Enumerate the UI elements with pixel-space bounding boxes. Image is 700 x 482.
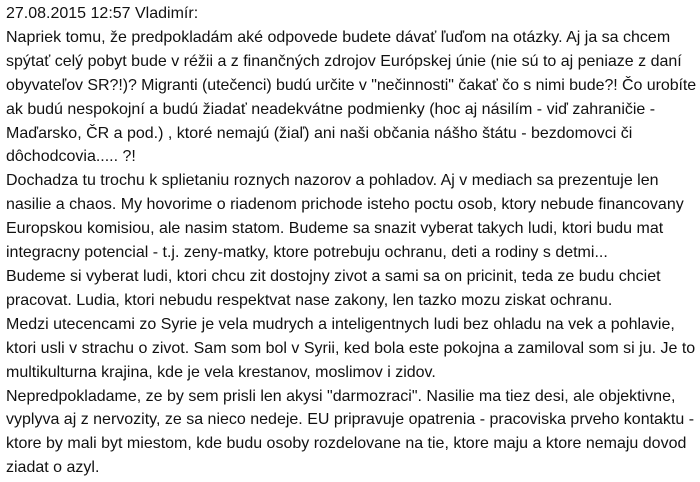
text-line: Dochadza tu trochu k splietaniu roznych nazorov a pohladov. Aj v mediach sa prezentuje len bbox=[6, 172, 659, 190]
text-line: ak budú nespokojní a budú žiadať neadekvátne podmienky (hoc aj násilím - viď zahraničie - bbox=[6, 100, 656, 118]
text-line: integracny potencial - t.j. zeny-matky, ktore potrebuju ochranu, deti a rodiny s detmi... bbox=[6, 244, 608, 262]
text-line: Maďarsko, ČR a pod.) , ktoré nemajú (žiaľ) ani naši občania nášho štátu - bezdomovci či bbox=[6, 124, 633, 142]
text-line: Europskou komisiou, ale nasim statom. Budeme sa snazit vyberat takych ludi, ktori budu mat bbox=[6, 220, 664, 238]
post-header bbox=[6, 2, 696, 26]
post-date-author: 27.08.2015 12:57 Vladimír: bbox=[6, 5, 199, 22]
text-line: dôchodcovia..... ?! bbox=[6, 148, 136, 166]
text-line: vyplyva aj z nervozity, ze sa nieco nedeje. EU pripravuje opatrenia - pracoviska prveho kontaktu - bbox=[6, 411, 695, 429]
text-line: Napriek tomu, že predpokladám aké odpovede budete dávať ľuďom na otázky. Aj ja sa chcem bbox=[6, 28, 671, 46]
text-line: pracovat. Ludia, ktori nebudu respektvat nase zakony, len tazko mozu ziskat ochranu. bbox=[6, 291, 613, 309]
text-line: obyvateľov SR?!)? Migranti (utečenci) budú určite v "nečinnosti" čakať čo s nimi bude?! Čo urobíte bbox=[6, 76, 697, 94]
text-line: spýtať celý pobyt bude v réžii a z finančných zdrojov Európskej únie (nie sú to aj peniaze z daní bbox=[6, 52, 682, 70]
text-line: nasilie a chaos. My hovorime o riadenom prichode isteho poctu osob, ktory nebude financovany bbox=[6, 196, 684, 214]
text-line: Medzi utecencami zo Syrie je vela mudrych a inteligentnych ludi bez ohladu na vek a pohlavie, bbox=[6, 315, 675, 333]
text-line: Nepredpokladame, ze by sem prisli len akysi "darmozraci". Nasilie ma tiez desi, ale objektivne, bbox=[6, 387, 676, 405]
post-body bbox=[6, 26, 696, 480]
text-line: ziadat o azyl. bbox=[6, 459, 100, 477]
text-line: multikulturna krajina, kde je vela krestanov, moslimov i zidov. bbox=[6, 363, 436, 381]
text-line: ktori usli v strachu o zivot. Sam som bol v Syrii, ked bola este pokojna a zamiloval som si ju. Je to bbox=[6, 339, 696, 357]
text-line: Budeme si vyberat ludi, ktori chcu zit dostojny zivot a sami sa on pricinit, teda ze budu chciet bbox=[6, 267, 661, 285]
text-line: ktore by mali byt miestom, kde budu osoby rozdelovane na tie, ktore maju a ktore nemaju dovod bbox=[6, 435, 687, 453]
